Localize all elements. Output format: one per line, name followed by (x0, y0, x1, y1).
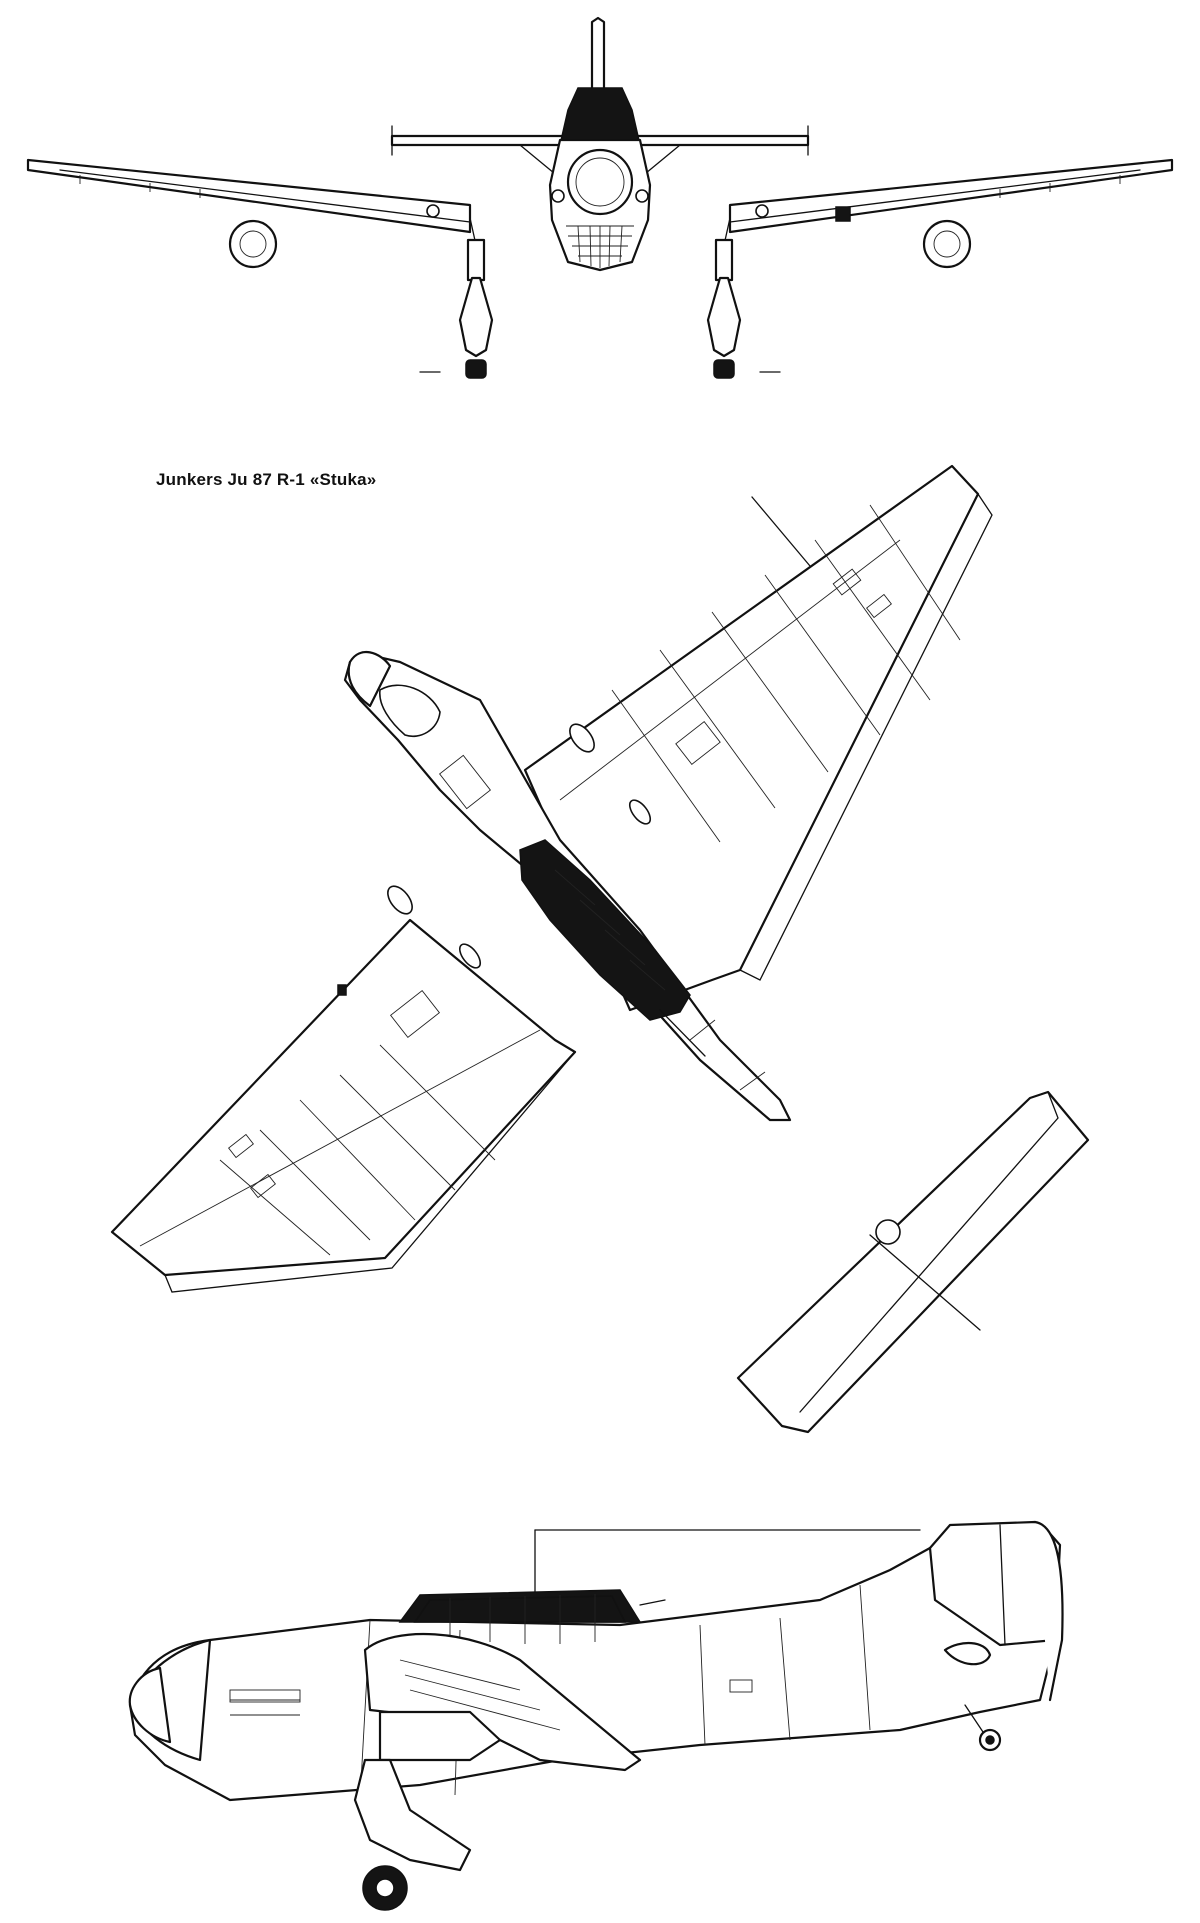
drawing-title: Junkers Ju 87 R-1 «Stuka» (156, 470, 377, 489)
